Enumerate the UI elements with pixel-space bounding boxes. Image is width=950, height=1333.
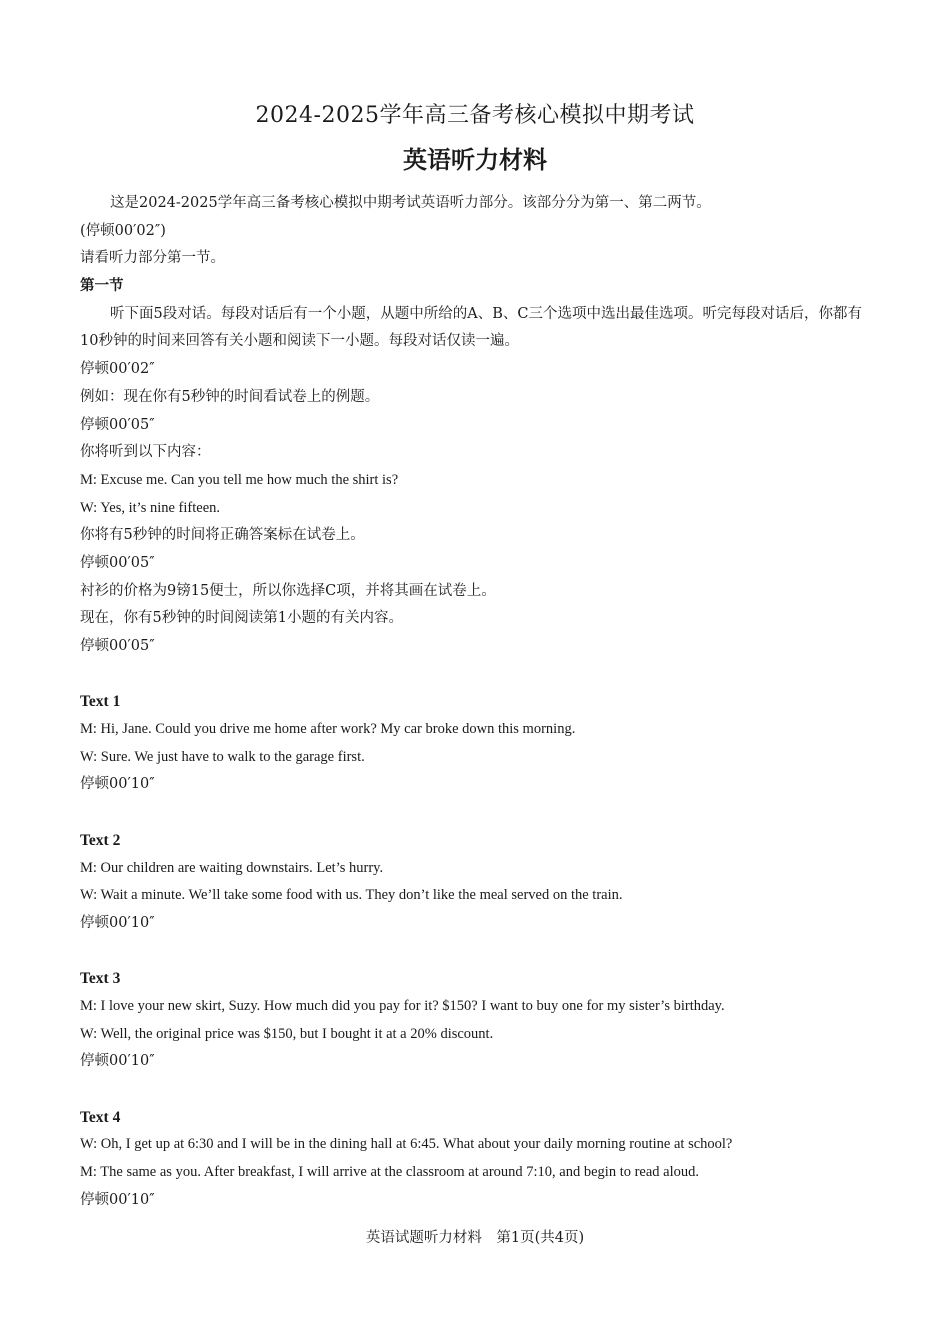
pause-marker: 停顿00′10″ bbox=[80, 914, 155, 931]
dialogue-line: W: Well, the original price was $150, but I bought it at a 20% discount. bbox=[80, 1025, 494, 1042]
spacer bbox=[80, 661, 880, 689]
text-heading: Text 4 bbox=[80, 1108, 121, 1126]
example-dialogue-line: W: Yes, it’s nine fifteen. bbox=[80, 499, 221, 516]
dialogue-line: W: Wait a minute. We’ll take some food with us. They don’t like the meal served on the train. bbox=[80, 887, 623, 904]
spacer bbox=[80, 799, 880, 827]
document-body bbox=[80, 190, 880, 1214]
mark-answer-line: 你将有5秒钟的时间将正确答案标在试卷上。 bbox=[80, 527, 365, 544]
text-heading: Text 2 bbox=[80, 831, 121, 849]
document-subtitle: 英语听力材料 bbox=[403, 146, 547, 174]
dialogue-line: M: I love your new skirt, Suzy. How much did you pay for it? $150? I want to buy one for my sister’s birthday. bbox=[80, 997, 725, 1014]
will-hear-line: 你将听到以下内容： bbox=[80, 444, 211, 461]
text-heading: Text 3 bbox=[80, 970, 121, 988]
dialogue-line: M: Our children are waiting downstairs. Let’s hurry. bbox=[80, 859, 384, 876]
section-heading: 第一节 bbox=[80, 278, 124, 295]
dialogue-line: W: Sure. We just have to walk to the garage first. bbox=[80, 748, 365, 765]
dialogue-line: M: Hi, Jane. Could you drive me home after work? My car broke down this morning. bbox=[80, 721, 576, 738]
example-instruction: 例如：现在你有5秒钟的时间看试卷上的例题。 bbox=[80, 388, 380, 405]
pause-marker: 停顿00′10″ bbox=[80, 1053, 155, 1070]
dialogue-line: W: Oh, I get up at 6:30 and I will be in the dining hall at 6:45. What about your daily morning routine at school? bbox=[80, 1136, 733, 1153]
now-read-line: 现在，你有5秒钟的时间阅读第1小题的有关内容。 bbox=[80, 610, 403, 627]
pause-marker: 停顿00′10″ bbox=[80, 1191, 155, 1208]
intro-line: 请看听力部分第一节。 bbox=[80, 250, 225, 267]
example-dialogue-line: M: Excuse me. Can you tell me how much the shirt is? bbox=[80, 471, 399, 488]
pause-marker: 停顿00′05″ bbox=[80, 554, 155, 571]
spacer bbox=[80, 938, 880, 966]
dialogue-line: M: The same as you. After breakfast, I will arrive at the classroom at around 7:10, and begin to read aloud. bbox=[80, 1164, 700, 1181]
example-explanation: 衬衫的价格为9镑15便士，所以你选择C项，并将其画在试卷上。 bbox=[80, 582, 496, 599]
section-instructions: 听下面5段对话。每段对话后有一个小题，从题中所给的A、B、C三个选项中选出最佳选项。听完每段对话后，你都有10秒钟的时间来回答有关小题和阅读下一小题。每段对话仅读一遍。 bbox=[80, 305, 862, 350]
pause-marker: 停顿00′05″ bbox=[80, 416, 155, 433]
pause-marker: 停顿00′05″ bbox=[80, 638, 155, 655]
pause-marker: (停顿00′02″) bbox=[80, 222, 166, 239]
document-title: 2024-2025学年高三备考核心模拟中期考试 bbox=[255, 103, 695, 128]
text-heading: Text 1 bbox=[80, 693, 121, 711]
page-footer: 英语试题听力材料 第1页(共4页) bbox=[365, 1230, 585, 1246]
intro-line: 这是2024-2025学年高三备考核心模拟中期考试英语听力部分。该部分分为第一、第二两节。 bbox=[110, 195, 711, 211]
spacer bbox=[80, 1076, 880, 1104]
pause-marker: 停顿00′02″ bbox=[80, 361, 155, 378]
pause-marker: 停顿00′10″ bbox=[80, 776, 155, 793]
